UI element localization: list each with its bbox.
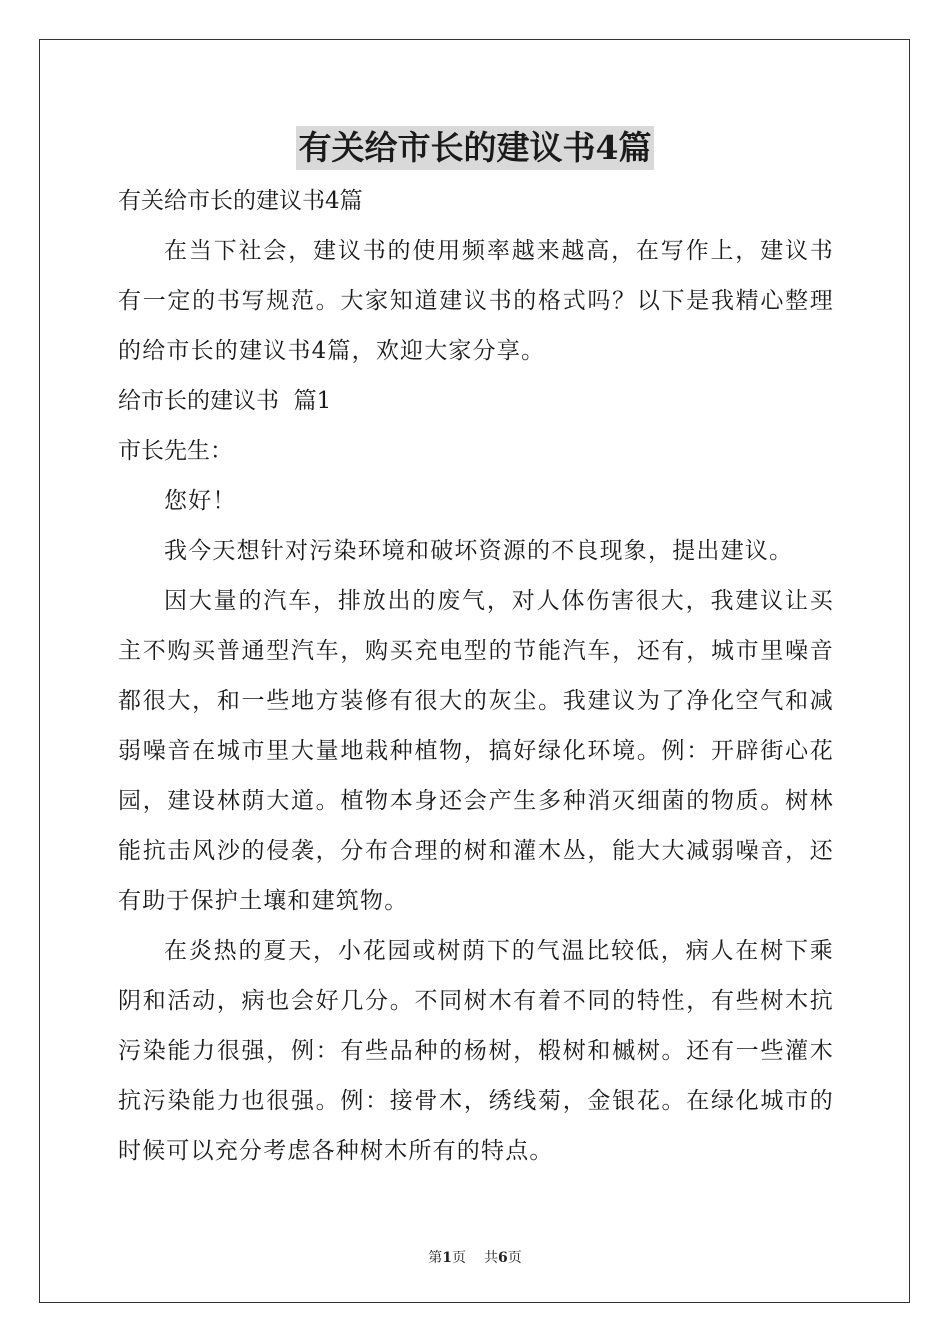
total-prefix: 共 [484,1250,498,1266]
body-paragraph-2: 因大量的汽车，排放出的废气，对人体伤害很大，我建议让买主不购买普通型汽车，购买充电型的节能汽车，还有，城市里噪音都很大，和一些地方装修有很大的灰尘。我建议为了净化空气和减弱噪音在城市里大量地栽种植物，搞好绿化环境。例：开辟街心花园，建设林荫大道。植物本身还会产生多种消灭细菌的物质。树林能抗击风沙的侵袭，分布合理的树和灌木丛，能大大减弱噪音，还有助于保护土壤和建筑物。 [118,588,834,914]
body-paragraph-3: 在炎热的夏天，小花园或树荫下的气温比较低，病人在树下乘阴和活动，病也会好几分。不同树木有着不同的特性，有些树木抗污染能力很强，例：有些品种的杨树，椴树和槭树。还有一些灌木抗污染能力也很强。例：接骨木，绣线菊，金银花。在绿化城市的时候可以充分考虑各种树木所有的特点。 [118,938,834,1164]
document-title: 有关给市长的建议书4篇 [296,126,655,170]
section-heading: 给市长的建议书 篇1 [118,388,332,414]
total-unit: 页 [507,1250,522,1266]
greeting: 您好！ [164,488,237,514]
document-body [118,176,834,1176]
subtitle: 有关给市长的建议书4篇 [118,188,363,214]
page-unit: 页 [452,1250,466,1266]
page-current: 1 [442,1250,452,1266]
salutation: 市长先生： [118,438,233,464]
body-paragraph-1: 我今天想针对污染环境和破坏资源的不良现象，提出建议。 [164,538,794,564]
title-wrap [0,126,950,170]
intro-paragraph: 在当下社会，建议书的使用频率越来越高，在写作上，建议书有一定的书写规范。大家知道建议书的格式吗？以下是我精心整理的给市长的建议书4篇，欢迎大家分享。 [118,238,834,364]
page-total: 6 [498,1250,508,1266]
page-prefix: 第 [428,1250,443,1266]
page-footer [0,1247,950,1267]
